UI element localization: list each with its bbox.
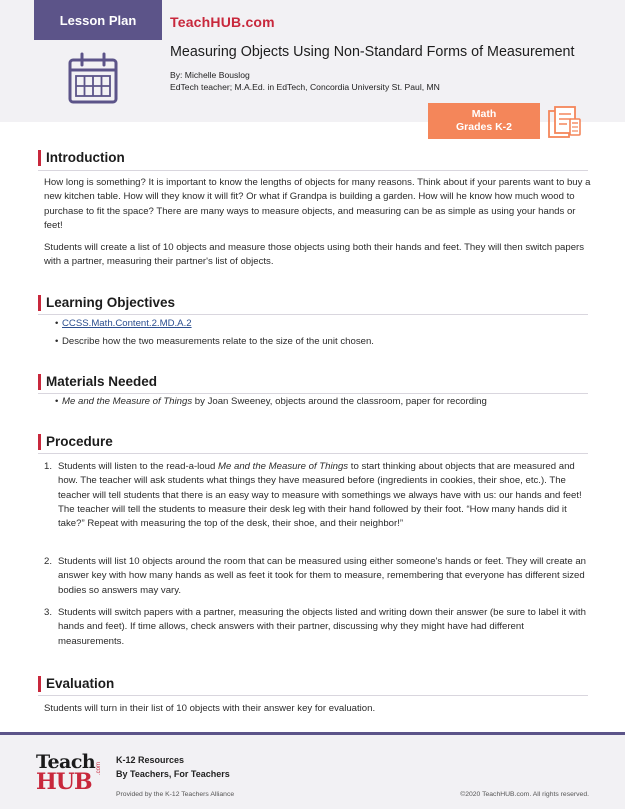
- logo-com: .com: [96, 761, 102, 775]
- brand-name: TeachHUB.com: [170, 14, 275, 30]
- introduction-paragraph-1: How long is something? It is important to know the lengths of objects for many reasons. Think about if your parents want to buy a new kitchen table. How will they know it will fit? Or what if Grandpa is building a garden. How will he know how much wood to purchase to fit the space? There are many ways to measure objects, and measuring can be as simple as using your hands or feet!: [44, 177, 591, 231]
- divider: [38, 695, 588, 696]
- footer-tagline-1: K-12 Resources: [116, 755, 185, 765]
- author: By: Michelle Bouslog: [170, 70, 250, 80]
- divider: [38, 393, 588, 394]
- page-title: Measuring Objects Using Non-Standard Forms of Measurement: [170, 44, 575, 60]
- ccss-standard-link[interactable]: CCSS.Math.Content.2.MD.A.2: [62, 318, 192, 329]
- divider: [38, 453, 588, 454]
- divider: [38, 314, 588, 315]
- divider: [38, 170, 588, 171]
- objective-item: • Describe how the two measurements relate to the size of the unit chosen.: [55, 336, 374, 347]
- materials-heading: Materials Needed: [38, 374, 157, 390]
- introduction-heading: Introduction: [38, 150, 125, 166]
- logo-hub: HUB: [36, 769, 92, 795]
- objective-text: Describe how the two measurements relate to the size of the unit chosen.: [62, 336, 374, 347]
- procedure-step-1: Students will listen to the read-a-loud Me and the Measure of Things to start thinking about objects that are measured and how. The teacher will ask students what things they have measured before (ingredients in cookies, their shoe, etc.). The teacher will tell students that there is an easy way to measure with somethings we always have with us: our hands and feet! The teacher will tell the students to measure their desk leg with their hand followed by their foot. “How many hands did it take?” Repeat with measuring the top of the desk, their shoe, and their neighbor!”: [58, 461, 582, 530]
- step-number: 2.: [44, 556, 53, 567]
- footer-tagline-2: By Teachers, For Teachers: [116, 769, 230, 779]
- lesson-plan-tab: Lesson Plan: [34, 0, 162, 40]
- procedure-step-2: Students will list 10 objects around the room that can be measured using either someone's hands or feet. They will create an answer key with how many hands as well as feet it took for them to measure, remembering that everyone has different sized bodies so answers may vary.: [58, 556, 587, 596]
- objective-item: • CCSS.Math.Content.2.MD.A.2: [55, 318, 192, 329]
- materials-text: by Joan Sweeney, objects around the classroom, paper for recording: [192, 396, 487, 407]
- footer-provided-by: Provided by the K-12 Teachers Alliance: [116, 791, 235, 798]
- subject-label: Math: [471, 108, 497, 120]
- subject-badge: [428, 103, 540, 139]
- math-worksheet-icon: [546, 105, 582, 139]
- logo-teach: Teach: [36, 751, 96, 773]
- calendar-icon: [62, 50, 124, 110]
- byline: [170, 69, 440, 93]
- author-credentials: EdTech teacher; M.A.Ed. in EdTech, Concordia University St. Paul, MN: [170, 82, 440, 92]
- footer-copyright: ©2020 TeachHUB.com. All rights reserved.: [460, 791, 589, 798]
- procedure-heading: Procedure: [38, 434, 113, 450]
- evaluation-heading: Evaluation: [38, 676, 114, 692]
- introduction-paragraph-2: Students will create a list of 10 objects and measure those objects using both their hands and feet. They will then switch papers with a partner, measuring their partner's list of objects.: [44, 242, 585, 268]
- learning-objectives-heading: Learning Objectives: [38, 295, 175, 311]
- step-number: 3.: [44, 607, 53, 618]
- footer: [0, 732, 625, 809]
- evaluation-text: Students will turn in their list of 10 objects with their answer key for evaluation.: [44, 703, 376, 714]
- materials-item: • Me and the Measure of Things by Joan Sweeney, objects around the classroom, paper for recording: [55, 396, 487, 407]
- book-title: Me and the Measure of Things: [217, 461, 349, 472]
- book-title: Me and the Measure of Things: [62, 396, 193, 407]
- step-number: 1.: [44, 461, 53, 472]
- grade-label: Grades K-2: [455, 121, 513, 133]
- procedure-step-3: Students will switch papers with a partner, measuring the objects listed and writing down their answer (be sure to label it with hands and feet). If time allows, check answers with their partner, discussing why they might have had different measurements.: [58, 607, 586, 647]
